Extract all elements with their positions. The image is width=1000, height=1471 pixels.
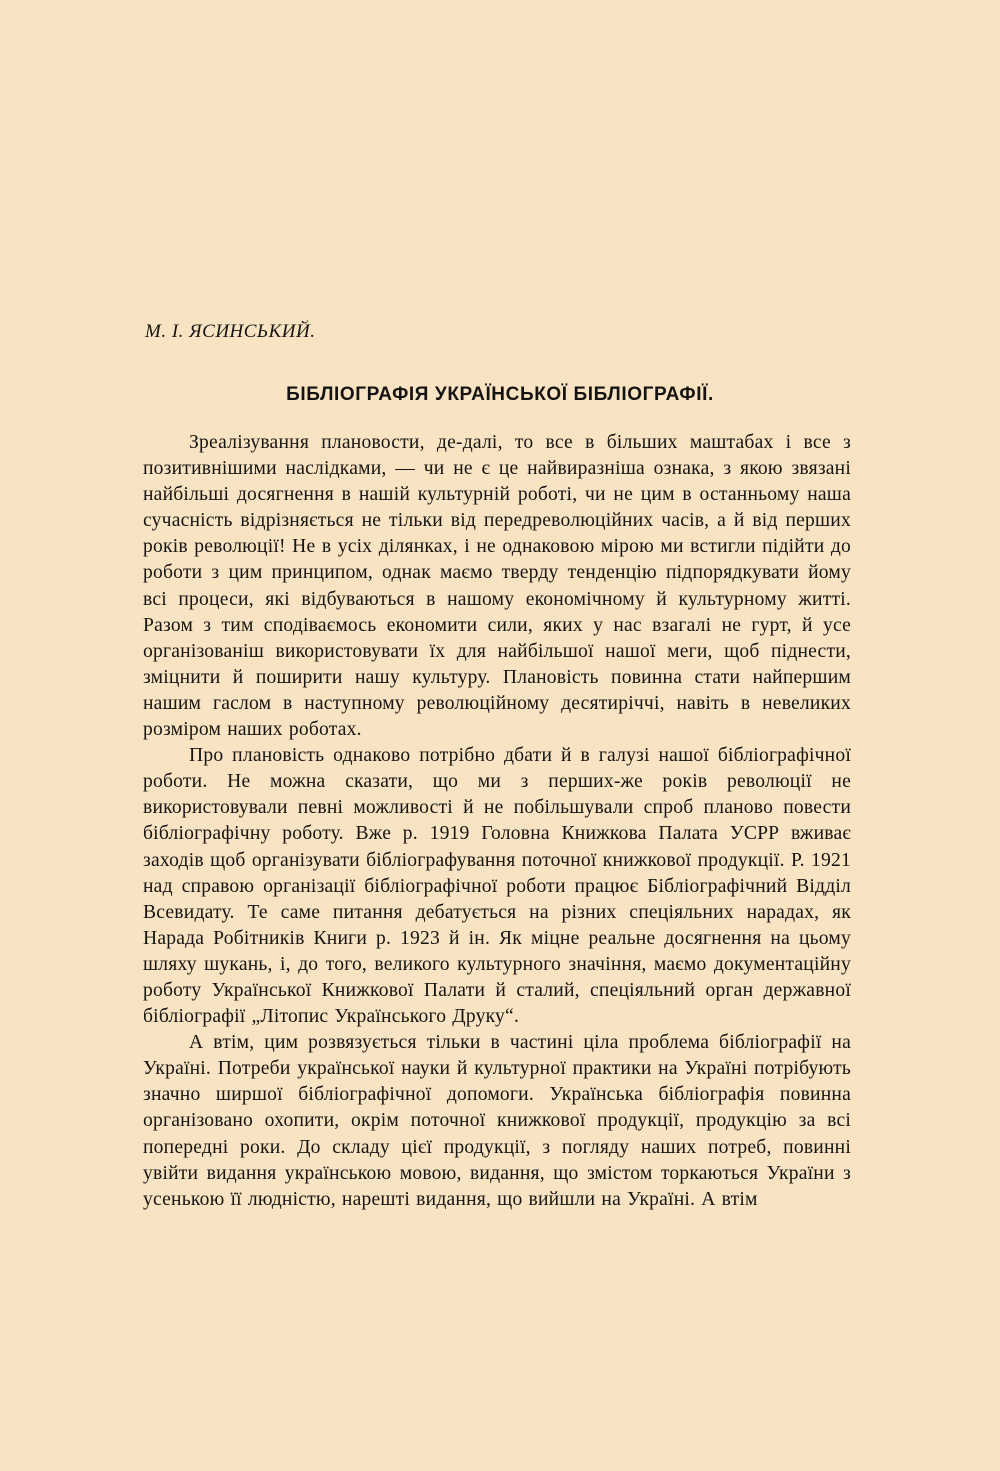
paragraph: А втім, цим розвязується тільки в частині ціла проблема бібліографії на Україні. Потреби української науки й культурної практики на Україні потрібують значно ширшої бібліографічної допомоги. Українська бібліографія повинна організовано охопити, окрім поточної книжкової продукції, продукцію за всі попередні роки. До складу цієї продукції, з погляду наших потреб, повинні увійти видання українською мовою, видання, що змістом торкаються України з усенькою її людністю, нарешті видання, що вийшли на Україні. А втім — [143, 1032, 851, 1210]
article-body — [143, 430, 851, 1213]
paragraph: Зреалізування плановости, де-далі, то все в більших маштабах і все з позитивнішими наслідками, — чи не є це найвиразніша ознака, з якою звязані найбільші досягнення в нашій культурній роботі, чи не цим в останньому наша сучасність відрізняється не тільки від передреволюційних часів, а й від перших років революції! Не в усіх ділянках, і не однаковою мірою ми встигли підійти до роботи з цим принципом, однак маємо тверду тенденцію підпорядкувати йому всі процеси, які відбуваються в нашому економічному й культурному житті. Разом з тим сподіваємось економити сили, яких у нас взагалі не гурт, й усе організованіш використовувати їх для найбільшої нашої меги, щоб піднести, зміцнити й поширити нашу культуру. Плановість повинна стати найпершим нашим гаслом в наступному революційному десятиріччі, навіть в невеликих розміром наших роботах. — [143, 432, 851, 741]
paragraph: Про плановість однаково потрібно дбати й в галузі нашої бібліографічної роботи. Не можна сказати, що ми з перших-же років революції не використовували певні можливості й не побільшували спроб планово повести бібліографічну роботу. Вже р. 1919 Головна Книжкова Палата УСРР вживає заходів щоб організувати бібліографування поточної книжкової продукції. Р. 1921 над справою організації бібліографічної роботи працює Бібліографічний Відділ Всевидату. Те саме питання дебатується на різних спеціяльних нарадах, як Нарада Робітників Книги р. 1923 й ін. Як міцне реальне досягнення на цьому шляху шукань, і, до того, великого культурного значіння, маємо документаційну роботу Української Книжкової Палати й сталий, спеціяльний орган державної бібліографії „Літопис Українського Друку“. — [143, 745, 851, 1028]
author-name: М. І. ЯСИНСЬКИЙ. — [145, 321, 316, 342]
article-title: БІБЛІОГРАФІЯ УКРАЇНСЬКОЇ БІБЛІОГРАФІЇ. — [286, 384, 714, 405]
